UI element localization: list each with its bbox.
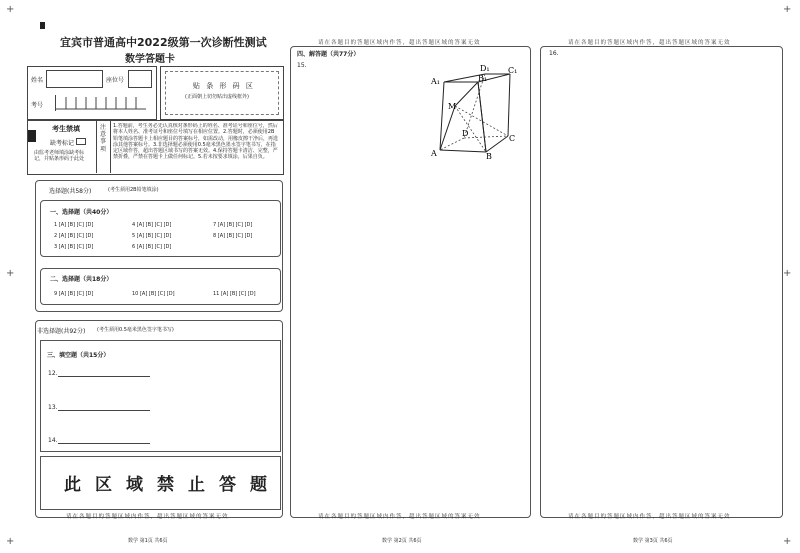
nonchoice-title: 非选择题(共92分) [37, 328, 86, 335]
registration-cross: + [6, 268, 15, 279]
q14-label: 14. [48, 437, 58, 444]
q12-answer-line[interactable] [58, 376, 150, 377]
barcode-dashed-frame [165, 71, 279, 115]
barcode-area [160, 66, 284, 120]
registration-cross: + [783, 268, 792, 279]
forbidden-text: 此区域禁止答题 [64, 475, 281, 495]
page-title: 宜宾市普通高中2022级第一次诊断性测试 [60, 36, 267, 49]
part1-title: 一、选择题（共40分） [50, 209, 113, 216]
answer-row[interactable]: 7 [A] [B] [C] [D] [213, 222, 253, 228]
page-subtitle: 数学答题卡 [125, 54, 175, 65]
part2-title: 二、选择题（共18分） [50, 276, 113, 283]
answer-row[interactable]: 8 [A] [B] [C] [D] [213, 233, 253, 239]
answer-column-right[interactable] [213, 220, 252, 242]
seat-field[interactable] [128, 70, 152, 88]
label-C1: C₁ [508, 66, 518, 75]
answer-row[interactable]: 2 [A] [B] [C] [D] [54, 233, 94, 239]
barcode-title: 贴 条 形 码 区 [193, 82, 255, 90]
name-field[interactable] [46, 70, 103, 88]
registration-cross: + [783, 536, 792, 547]
seat-label: 座位号 [106, 77, 125, 84]
warning-top: 请在各题目的答题区域内作答，超出答题区域的答案无效 [318, 40, 481, 46]
answer-area-page3[interactable] [540, 46, 783, 518]
exam-no-field[interactable] [55, 95, 151, 111]
registration-cross: + [783, 4, 792, 15]
label-A1: A₁ [431, 77, 440, 86]
answer-column-left[interactable] [54, 220, 93, 253]
label-M: M [448, 102, 457, 111]
answer-row[interactable]: 11 [A] [B] [C] [D] [213, 291, 256, 297]
q15-label: 15. [297, 62, 307, 69]
solve-title: 四、解答题（共77分） [297, 51, 360, 58]
q13-label: 13. [48, 404, 58, 411]
warning-bottom: 请在各题目的答题区域内作答，超出答题区域的答案无效 [318, 514, 481, 520]
barcode-note: (正面朝上切勿贴出虚线框外) [185, 94, 249, 100]
answer-column-mid[interactable] [132, 220, 171, 253]
answer-row[interactable]: 10 [A] [B] [C] [D] [132, 291, 175, 297]
answer-row[interactable]: 3 [A] [B] [C] [D] [54, 244, 94, 250]
nonchoice-hint: (考生须用0.5毫米黑色签字笔书写) [97, 327, 174, 333]
q13-answer-line[interactable] [58, 410, 150, 411]
missing-mark-bubble[interactable] [76, 138, 86, 145]
notice-title: 注意事项 [100, 124, 107, 153]
page-footer: 数学 第3页 共6页 [633, 538, 673, 544]
missing-note: 由监考老师填涂缺考标记，并贴条形码于此处 [34, 150, 85, 163]
name-label: 姓名 [31, 77, 44, 84]
q14-answer-line[interactable] [58, 443, 150, 444]
registration-cross: + [6, 4, 15, 15]
label-C: C [509, 134, 516, 143]
page-footer: 数学 第2页 共6页 [382, 538, 422, 544]
cube-figure [428, 62, 522, 162]
label-B1: B₁ [478, 74, 488, 83]
label-A: A [431, 149, 437, 158]
answer-row[interactable]: 1 [A] [B] [C] [D] [54, 222, 94, 228]
label-D: D [462, 129, 469, 138]
label-B: B [486, 152, 492, 161]
candidate-title: 考生禁填 [52, 125, 80, 133]
registration-mark [40, 22, 45, 29]
exam-no-label: 考号 [31, 102, 44, 109]
choice-hint: (考生须用2B铅笔填涂) [108, 187, 159, 193]
notice-text: 1.答题前，考生务必先认真核对条形码上的姓名、准考证号和座位号，然后将本人姓名、准考证号和座位号填写在相应位置。2.答题时，必须使用2B铅笔填涂答题卡上相应题目的答案标号，如需改动，用橡皮擦干净后，再选涂其他答案标号。3.非选择题必须使用0.5毫米黑色墨水签字笔书写，在指定区域作答，超出答题区域书写的答案无效。4.保持答题卡清洁、完整，严禁折叠，严禁在答题卡上做任何标记。5.若未按要求填涂，后果自负。 [113, 123, 279, 161]
divider [110, 120, 111, 173]
q16-label: 16. [549, 50, 559, 57]
answer-row[interactable]: 9 [A] [B] [C] [D] [54, 291, 94, 297]
registration-cross: + [6, 536, 15, 547]
missing-mark-label: 缺考标记 [50, 140, 75, 147]
choice-title: 选择题(共58分) [49, 188, 92, 195]
warning-bottom: 请在各题目的答题区域内作答，超出答题区域的答案无效 [568, 514, 731, 520]
warning-bottom: 请在各题目的答题区域内作答，超出答题区域的答案无效 [66, 514, 229, 520]
answer-row[interactable]: 5 [A] [B] [C] [D] [132, 233, 172, 239]
warning-top: 请在各题目的答题区域内作答，超出答题区域的答案无效 [568, 40, 731, 46]
q12-label: 12. [48, 370, 58, 377]
label-D1: D₁ [480, 64, 490, 73]
exam-no-cells [56, 95, 151, 111]
page-footer: 数学 第1页 共6页 [128, 538, 168, 544]
registration-mark [28, 130, 36, 142]
answer-row[interactable]: 4 [A] [B] [C] [D] [132, 222, 172, 228]
divider [96, 120, 97, 173]
answer-row[interactable]: 6 [A] [B] [C] [D] [132, 244, 172, 250]
fill-title: 三、填空题（共15分） [47, 352, 110, 359]
